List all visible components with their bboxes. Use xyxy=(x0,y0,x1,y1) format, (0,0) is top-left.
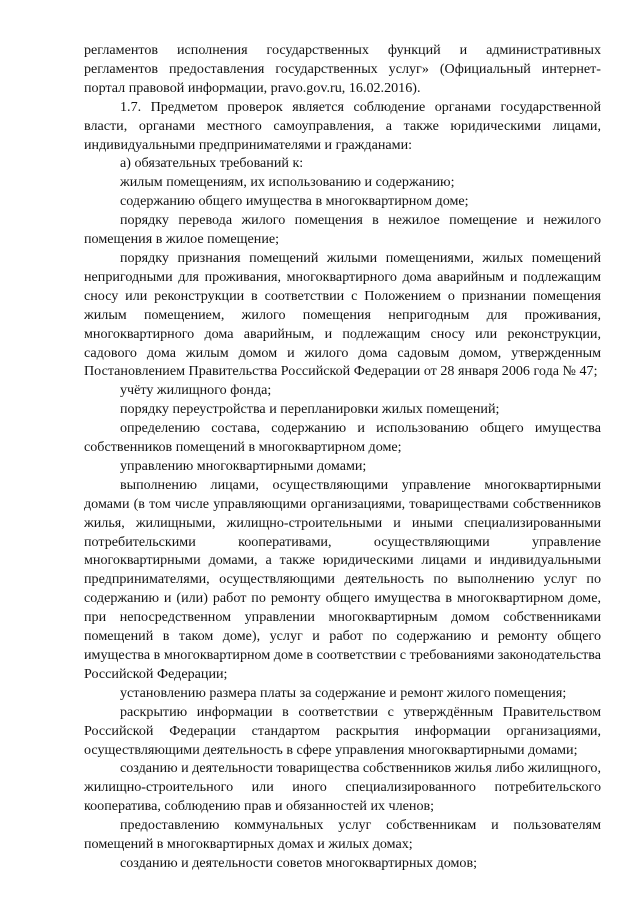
paragraph-partnership-creation: созданию и деятельности товарищества собственников жилья либо жилищного, жилищно-строительного или иного специализированного потребительского кооператива, соблюдению прав и обязанностей их членов; xyxy=(84,760,601,815)
paragraph-information-disclosure: раскрытию информации в соответствии с утверждённым Правительством Российской Федерации стандартом раскрытия информации организациями, осуществляющими деятельность в сфере управления многоквартирными домами; xyxy=(84,703,601,758)
paragraph-utility-services: предоставлению коммунальных услуг собственникам и пользователям помещений в многоквартирных домах и жилых домах; xyxy=(84,817,601,853)
paragraph-common-property: содержанию общего имущества в многоквартирном доме; xyxy=(120,193,469,210)
paragraph-councils: созданию и деятельности советов многоквартирных домов; xyxy=(120,854,478,871)
paragraph-management: управлению многоквартирными домами; xyxy=(120,457,367,474)
paragraph-living-premises: жилым помещениям, их использованию и содержанию; xyxy=(120,174,455,191)
paragraph-reconstruction: порядку переустройства и перепланировки жилых помещений; xyxy=(120,401,500,418)
paragraph-housing-accounting: учёту жилищного фонда; xyxy=(120,382,272,399)
paragraph-regulations-source: регламентов исполнения государственных функций и административных регламентов предоставления государственных услуг» (Официальный интернет-портал правовой информации, pravo.gov.ru, 16.02.2016). xyxy=(84,42,601,96)
paragraph-1-7-subject: 1.7. Предметом проверок является соблюдение органами государственной власти, органами местного самоуправления, а также юридическими лицами, индивидуальными предпринимателями и гражданами: xyxy=(84,98,601,153)
paragraph-payment-size: установлению размера платы за содержание и ремонт жилого помещения; xyxy=(120,684,567,701)
paragraph-management-execution: выполнению лицами, осуществляющими управление многоквартирными домами (в том числе управляющими организациями, товариществами собственников жилья, жилищными, жилищно-строительными и иными специализированными потребительскими кооперативами, осуществляющими управление многоквартирными домами, а также юридическими лицами и индивидуальными предпринимателями, осуществляющими деятельность по выполнению услуг по содержанию и (или) работ по ремонту общего имущества в многоквартирном доме, при непосредственном управлении многоквартирным домом собственниками помещений в таком доме), услуг и работ по содержанию и ремонту общего имущества в многоквартирном доме в соответствии с требованиями законодательства Российской Федерации; xyxy=(84,476,601,682)
paragraph-recognition-order: порядку признания помещений жилыми помещениями, жилых помещений непригодными для проживания, многоквартирного дома аварийным и подлежащим сносу или реконструкции в соответствии с Положением о признании помещения жилым помещением, жилого помещения непригодным для проживания, многоквартирного дома аварийным, и подлежащим сносу или реконструкции, садового дома жилым домом и жилого дома садовым домом, утвержденным Постановлением Правительства Российской Федерации от 28 января 2006 года № 47; xyxy=(84,249,601,380)
paragraph-a-requirements: а) обязательных требований к: xyxy=(120,155,304,172)
paragraph-premises-transfer: порядку перевода жилого помещения в нежилое помещение и нежилого помещения в жилое помещение; xyxy=(84,212,601,248)
paragraph-property-composition: определению состава, содержанию и использованию общего имущества собственников помещений в многоквартирном доме; xyxy=(84,420,601,456)
